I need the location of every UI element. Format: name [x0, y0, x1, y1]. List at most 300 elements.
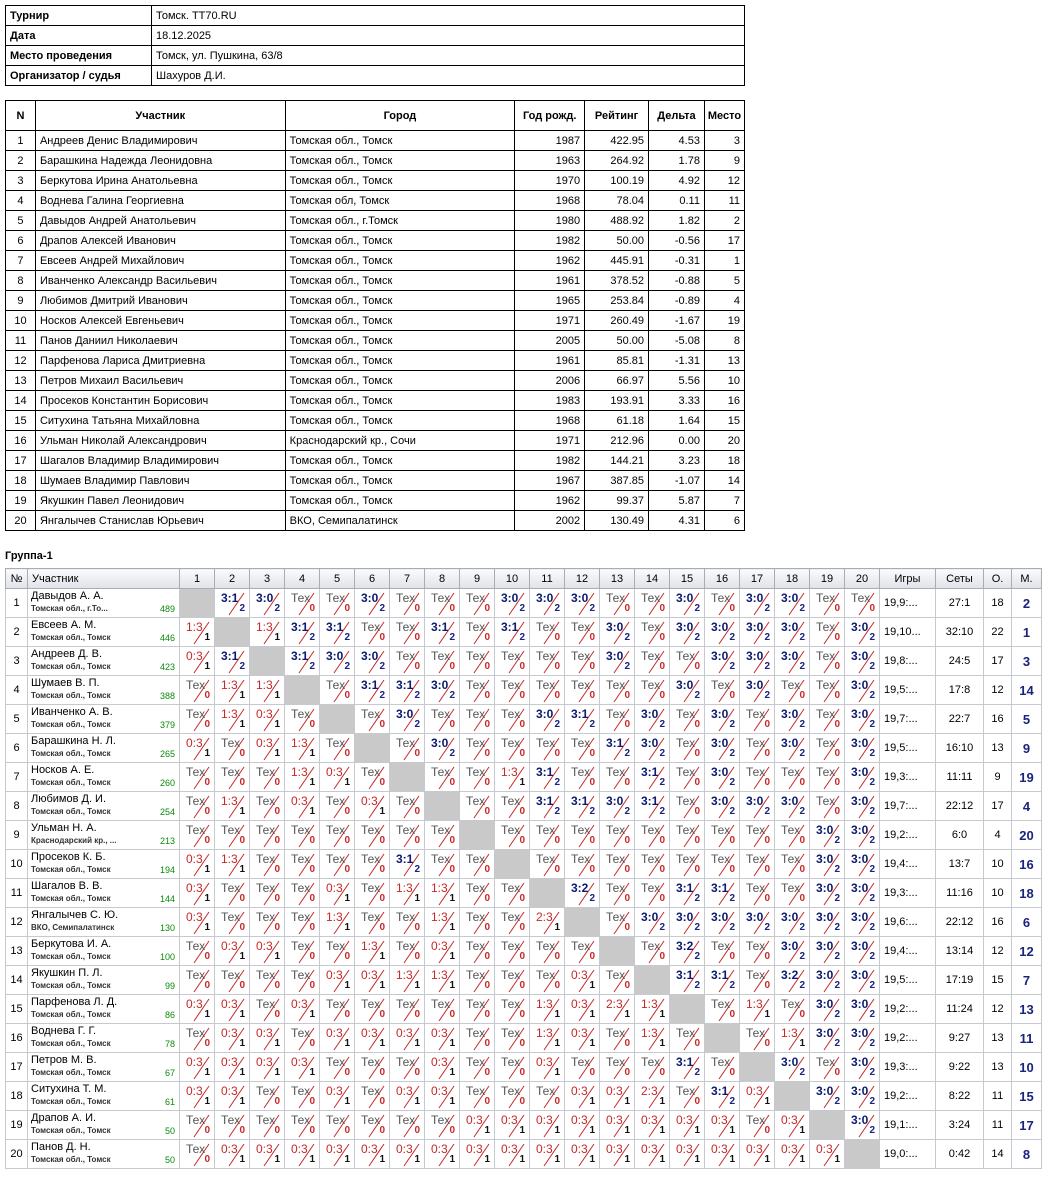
match-points: 0 [414, 1009, 420, 1020]
grid-participant-rating: 144 [159, 894, 175, 904]
match-result-cell [565, 1024, 600, 1053]
match-result-cell [530, 1053, 565, 1082]
match-points: 1 [729, 1125, 735, 1136]
participant-birth-year: 1961 [515, 351, 585, 371]
match-points: 2 [869, 864, 875, 875]
match-score: 1:3 [431, 968, 448, 982]
match-points: 1 [239, 1038, 245, 1049]
match-points: 0 [484, 1009, 490, 1020]
match-result-cell [460, 647, 495, 676]
participant-place: 19 [704, 311, 744, 331]
match-points: 2 [869, 1096, 875, 1107]
participant-delta: 3.33 [649, 391, 705, 411]
match-result-cell [670, 879, 705, 908]
match-points: 2 [414, 719, 420, 730]
grid-sets: 11:16 [936, 879, 984, 908]
match-score: Тех [466, 881, 486, 895]
match-points: 2 [834, 893, 840, 904]
match-result-cell [355, 1024, 390, 1053]
match-result-cell [530, 589, 565, 618]
match-points: 0 [519, 1096, 525, 1107]
match-result-cell [845, 1053, 880, 1082]
match-score: 0:3 [186, 881, 203, 895]
match-score: Тех [746, 968, 766, 982]
match-points: 1 [589, 1125, 595, 1136]
match-score: 3:0 [851, 823, 869, 837]
match-score: 3:0 [851, 794, 869, 808]
match-points: 2 [659, 922, 665, 933]
grid-participant-rating: 423 [159, 662, 175, 672]
match-result-cell [390, 589, 425, 618]
match-result-cell [425, 763, 460, 792]
match-result-cell [565, 647, 600, 676]
match-score: Тех [501, 997, 521, 1011]
match-result-cell [390, 1111, 425, 1140]
match-points: 1 [554, 1038, 560, 1049]
match-points: 0 [484, 719, 490, 730]
match-result-cell [285, 879, 320, 908]
match-score: Тех [396, 910, 416, 924]
match-result-cell [320, 908, 355, 937]
match-points: 1 [449, 980, 455, 991]
match-points: 2 [694, 690, 700, 701]
match-points: 0 [309, 603, 315, 614]
match-points: 0 [309, 835, 315, 846]
match-points: 0 [624, 835, 630, 846]
match-result-cell [740, 676, 775, 705]
match-points: 1 [659, 1154, 665, 1165]
participant-row [6, 411, 745, 431]
match-points: 0 [834, 806, 840, 817]
grid-participant-city: Томская обл., Томск [31, 633, 111, 642]
grid-header-col-13: 13 [600, 569, 635, 589]
match-result-cell [390, 705, 425, 734]
match-points: 0 [554, 835, 560, 846]
match-result-cell [810, 908, 845, 937]
match-points: 0 [694, 1038, 700, 1049]
match-result-cell [285, 995, 320, 1024]
match-result-cell [810, 995, 845, 1024]
grid-points: 12 [984, 676, 1012, 705]
match-points: 0 [624, 980, 630, 991]
match-result-cell [215, 763, 250, 792]
match-points: 1 [309, 806, 315, 817]
match-score: 3:0 [851, 1113, 869, 1127]
match-score: 0:3 [326, 1084, 343, 1098]
grid-participant-city: Томская обл., Томск [31, 778, 111, 787]
match-points: 2 [799, 719, 805, 730]
match-score: 0:3 [221, 1084, 238, 1098]
grid-row [6, 850, 1042, 879]
match-result-cell [670, 1082, 705, 1111]
match-score: Тех [746, 736, 766, 750]
match-points: 2 [869, 661, 875, 672]
match-result-cell [355, 821, 390, 850]
match-score: Тех [326, 1113, 346, 1127]
match-points: 1 [379, 951, 385, 962]
match-result-cell [285, 705, 320, 734]
match-result-cell [355, 1111, 390, 1140]
grid-participant-cell [28, 705, 180, 734]
match-points: 0 [519, 922, 525, 933]
match-score: 3:0 [781, 707, 799, 721]
grid-row [6, 1024, 1042, 1053]
match-points: 1 [589, 1096, 595, 1107]
grid-sets: 13:14 [936, 937, 984, 966]
match-result-cell [810, 879, 845, 908]
participant-birth-year: 2005 [515, 331, 585, 351]
grid-row [6, 821, 1042, 850]
match-score: Тех [711, 1055, 731, 1069]
match-score: 0:3 [186, 910, 203, 924]
match-result-cell [810, 1053, 845, 1082]
match-points: 2 [764, 806, 770, 817]
grid-sets: 17:8 [936, 676, 984, 705]
match-score: 3:0 [851, 736, 869, 750]
match-score: Тех [781, 997, 801, 1011]
grid-participant-cell [28, 908, 180, 937]
match-points: 0 [764, 719, 770, 730]
match-result-cell [460, 1111, 495, 1140]
match-points: 2 [589, 893, 595, 904]
match-result-cell [285, 763, 320, 792]
match-score: Тех [291, 591, 311, 605]
match-points: 2 [869, 1009, 875, 1020]
grid-participant-name: Носков А. Е. [31, 764, 95, 776]
participant-row [6, 211, 745, 231]
match-score: Тех [746, 1113, 766, 1127]
participant-delta: 4.31 [649, 511, 705, 531]
match-result-cell [495, 792, 530, 821]
match-score: Тех [326, 997, 346, 1011]
match-points: 1 [309, 748, 315, 759]
match-score: Тех [361, 852, 381, 866]
match-points: 1 [379, 1038, 385, 1049]
match-points: 2 [694, 1067, 700, 1078]
match-result-cell [600, 1053, 635, 1082]
grid-games: 19,7:... [880, 792, 936, 821]
match-score: 1:3 [221, 794, 238, 808]
match-score: 0:3 [431, 1142, 448, 1156]
match-score: 3:0 [816, 1084, 834, 1098]
match-score: Тех [256, 881, 276, 895]
match-result-cell [635, 937, 670, 966]
participant-number: 12 [6, 351, 36, 371]
match-points: 0 [624, 864, 630, 875]
match-result-cell [775, 821, 810, 850]
match-result-cell [600, 705, 635, 734]
match-result-cell [635, 1111, 670, 1140]
match-score: 0:3 [746, 1084, 763, 1098]
diagonal-cell [390, 763, 425, 792]
match-result-cell [215, 589, 250, 618]
match-result-cell [635, 705, 670, 734]
grid-participant-name: Любимов Д. И. [31, 793, 107, 805]
match-points: 0 [729, 1009, 735, 1020]
match-score: 3:1 [291, 649, 309, 663]
match-score: 3:0 [431, 678, 449, 692]
match-score: 3:1 [361, 678, 379, 692]
match-points: 0 [519, 893, 525, 904]
grid-points: 13 [984, 734, 1012, 763]
grid-participant-rating: 99 [164, 981, 175, 991]
match-points: 1 [449, 1096, 455, 1107]
match-result-cell [600, 879, 635, 908]
match-score: 0:3 [536, 1142, 553, 1156]
match-points: 1 [834, 1154, 840, 1165]
match-score: 3:0 [571, 591, 589, 605]
match-result-cell [320, 821, 355, 850]
match-result-cell [670, 618, 705, 647]
grid-games: 19,3:... [880, 1053, 936, 1082]
match-points: 0 [519, 1009, 525, 1020]
match-score: Тех [326, 939, 346, 953]
grid-games: 19,5:... [880, 734, 936, 763]
match-result-cell [845, 995, 880, 1024]
grid-sets: 22:12 [936, 908, 984, 937]
participant-row [6, 431, 745, 451]
match-score: 3:0 [641, 736, 659, 750]
match-score: Тех [641, 620, 661, 634]
match-score: Тех [256, 997, 276, 1011]
match-result-cell [495, 966, 530, 995]
match-score: 0:3 [676, 1142, 693, 1156]
match-points: 1 [344, 893, 350, 904]
diagonal-cell [565, 908, 600, 937]
match-score: 3:1 [396, 678, 414, 692]
match-points: 0 [414, 632, 420, 643]
match-score: 3:1 [606, 736, 624, 750]
grid-games: 19,5:... [880, 676, 936, 705]
match-score: 3:1 [571, 794, 589, 808]
grid-sets: 17:19 [936, 966, 984, 995]
match-result-cell [740, 647, 775, 676]
match-score: Тех [256, 765, 276, 779]
match-score: 3:0 [746, 649, 764, 663]
match-result-cell [215, 1111, 250, 1140]
grid-participant-name: Евсеев А. М. [31, 619, 97, 631]
grid-points: 17 [984, 647, 1012, 676]
match-result-cell [250, 705, 285, 734]
grid-participant-city: Томская обл., Томск [31, 894, 111, 903]
participant-row [6, 171, 745, 191]
participant-rating: 144.21 [585, 451, 649, 471]
match-score: Тех [291, 939, 311, 953]
match-score: Тех [466, 620, 486, 634]
grid-row [6, 763, 1042, 792]
match-points: 0 [239, 1125, 245, 1136]
match-points: 1 [624, 1009, 630, 1020]
match-points: 0 [869, 603, 875, 614]
grid-participant-rating: 100 [159, 952, 175, 962]
match-result-cell [215, 966, 250, 995]
match-score: Тех [291, 1026, 311, 1040]
match-result-cell [565, 763, 600, 792]
diagonal-cell [775, 1082, 810, 1111]
grid-points: 10 [984, 879, 1012, 908]
grid-header-row [6, 569, 1042, 589]
match-score: 3:1 [676, 1055, 694, 1069]
participant-city: Томская обл., Томск [285, 391, 515, 411]
match-score: 3:2 [781, 968, 799, 982]
grid-header-col-9: 9 [460, 569, 495, 589]
match-score: 3:1 [221, 591, 239, 605]
match-score: 0:3 [431, 1084, 448, 1098]
match-points: 1 [519, 1125, 525, 1136]
match-result-cell [215, 850, 250, 879]
match-points: 1 [554, 1009, 560, 1020]
info-row [6, 26, 745, 46]
grid-participant-cell [28, 734, 180, 763]
match-score: 3:1 [221, 649, 239, 663]
match-score: 1:3 [221, 707, 238, 721]
match-points: 0 [659, 951, 665, 962]
match-result-cell [425, 1053, 460, 1082]
match-points: 0 [484, 864, 490, 875]
match-points: 2 [624, 748, 630, 759]
match-points: 0 [519, 661, 525, 672]
grid-row [6, 1053, 1042, 1082]
grid-participant-city: Томская обл., Томск [31, 720, 111, 729]
match-score: 1:3 [256, 620, 273, 634]
col-header-city: Город [285, 101, 515, 131]
match-points: 1 [204, 864, 210, 875]
grid-participant-cell [28, 589, 180, 618]
match-score: 3:0 [781, 620, 799, 634]
grid-points: 16 [984, 908, 1012, 937]
match-points: 0 [274, 1096, 280, 1107]
grid-row-number: 17 [6, 1053, 28, 1082]
match-score: 3:0 [676, 678, 694, 692]
match-points: 0 [729, 1067, 735, 1078]
match-result-cell [460, 1140, 495, 1169]
participant-birth-year: 1983 [515, 391, 585, 411]
match-result-cell [775, 1053, 810, 1082]
match-points: 0 [554, 661, 560, 672]
match-points: 0 [484, 1096, 490, 1107]
match-score: 1:3 [291, 765, 308, 779]
match-points: 1 [624, 1096, 630, 1107]
match-points: 0 [729, 690, 735, 701]
match-result-cell [390, 850, 425, 879]
participant-name: Иванченко Александр Васильевич [35, 271, 285, 291]
match-score: 3:0 [851, 852, 869, 866]
match-result-cell [530, 937, 565, 966]
match-result-cell [180, 1024, 215, 1053]
match-points: 0 [834, 1067, 840, 1078]
grid-place: 1 [1012, 618, 1042, 647]
match-points: 2 [729, 893, 735, 904]
match-points: 2 [729, 980, 735, 991]
match-score: 0:3 [466, 1142, 483, 1156]
participant-delta: 0.11 [649, 191, 705, 211]
match-points: 1 [239, 1067, 245, 1078]
match-result-cell [670, 1024, 705, 1053]
grid-place: 5 [1012, 705, 1042, 734]
participant-row [6, 311, 745, 331]
diagonal-cell [670, 995, 705, 1024]
participant-delta: 3.23 [649, 451, 705, 471]
match-points: 2 [799, 748, 805, 759]
grid-participant-cell [28, 937, 180, 966]
match-points: 0 [694, 719, 700, 730]
match-result-cell [320, 647, 355, 676]
match-score: 0:3 [256, 939, 273, 953]
participant-city: Томская обл., Томск [285, 271, 515, 291]
match-result-cell [285, 1053, 320, 1082]
match-points: 0 [484, 922, 490, 933]
participant-birth-year: 1967 [515, 471, 585, 491]
match-score: Тех [676, 707, 696, 721]
match-result-cell [250, 618, 285, 647]
match-score: 3:1 [676, 881, 694, 895]
grid-participant-cell [28, 1024, 180, 1053]
match-result-cell [600, 676, 635, 705]
match-points: 0 [659, 835, 665, 846]
match-points: 1 [344, 1154, 350, 1165]
match-score: 0:3 [501, 1113, 518, 1127]
match-result-cell [285, 1140, 320, 1169]
participant-delta: 4.53 [649, 131, 705, 151]
participant-rating: 130.49 [585, 511, 649, 531]
match-result-cell [600, 1082, 635, 1111]
participant-rating: 50.00 [585, 331, 649, 351]
participant-city: Томская обл., Томск [285, 171, 515, 191]
match-result-cell [565, 734, 600, 763]
match-result-cell [285, 850, 320, 879]
match-result-cell [810, 589, 845, 618]
col-header-place: Место [704, 101, 744, 131]
match-result-cell [460, 1053, 495, 1082]
grid-row-number: 13 [6, 937, 28, 966]
match-result-cell [180, 1111, 215, 1140]
match-points: 2 [344, 632, 350, 643]
match-result-cell [565, 705, 600, 734]
match-points: 1 [239, 1154, 245, 1165]
match-score: 1:3 [221, 678, 238, 692]
participant-place: 11 [704, 191, 744, 211]
match-result-cell [565, 995, 600, 1024]
participant-city: Томская обл., Томск [285, 311, 515, 331]
grid-participant-name: Иванченко А. В. [31, 706, 113, 718]
match-result-cell [600, 763, 635, 792]
match-score: Тех [326, 794, 346, 808]
match-score: Тех [431, 591, 451, 605]
match-result-cell [355, 792, 390, 821]
match-result-cell [495, 589, 530, 618]
grid-points: 12 [984, 995, 1012, 1024]
match-result-cell [600, 908, 635, 937]
participant-row [6, 331, 745, 351]
match-result-cell [810, 618, 845, 647]
grid-participant-city: Томская обл., Томск [31, 1155, 111, 1164]
match-score: 2:3 [536, 910, 553, 924]
match-points: 2 [834, 980, 840, 991]
match-score: Тех [571, 678, 591, 692]
match-score: 1:3 [431, 881, 448, 895]
match-points: 0 [449, 603, 455, 614]
match-score: 3:0 [781, 794, 799, 808]
match-result-cell [425, 1082, 460, 1111]
grid-participant-cell [28, 1082, 180, 1111]
match-score: 3:0 [851, 939, 869, 953]
grid-row [6, 1111, 1042, 1140]
match-result-cell [775, 676, 810, 705]
match-points: 1 [309, 1154, 315, 1165]
match-points: 0 [344, 1067, 350, 1078]
match-score: Тех [571, 649, 591, 663]
match-score: 3:0 [781, 591, 799, 605]
